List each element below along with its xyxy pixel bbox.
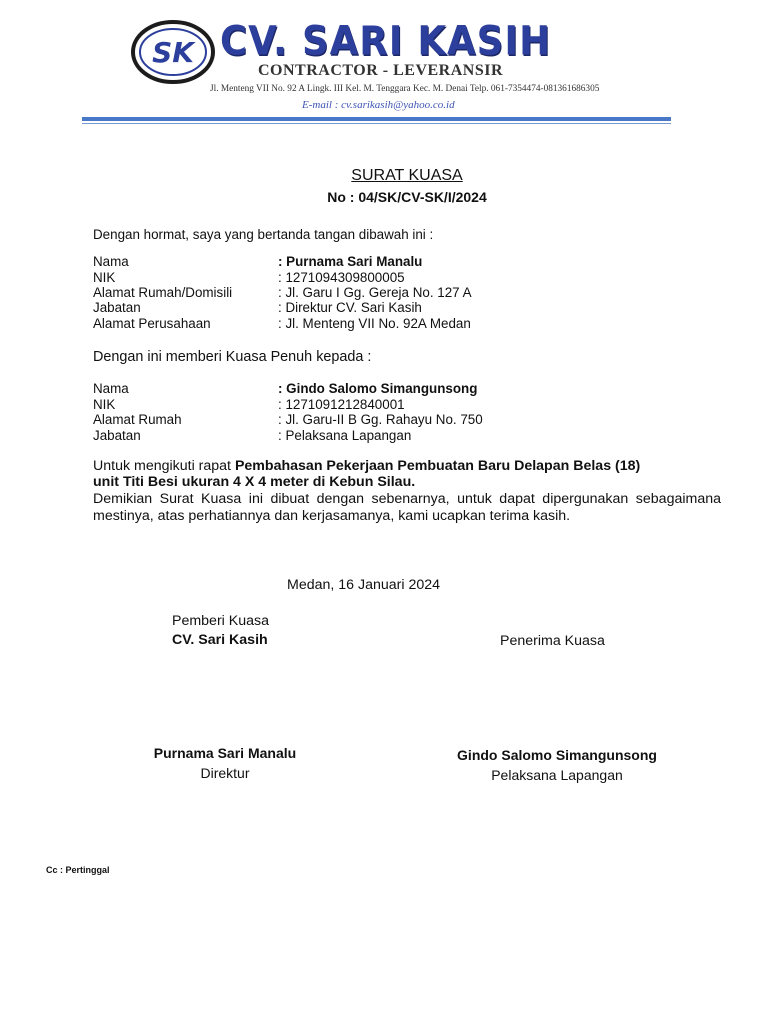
header-divider-thin (82, 123, 671, 124)
company-address: Jl. Menteng VII No. 92 A Lingk. III Kel. M. Tenggara Kec. M. Denai Telp. 061-7354474-081361686305 (210, 84, 600, 94)
purpose-bold-line2: unit Titi Besi ukuran 4 X 4 meter di Kebun Silau. (93, 474, 416, 490)
grantee-signature-title: Pelaksana Lapangan (491, 767, 623, 783)
grantor-label-nik: NIK (93, 270, 116, 285)
purpose-prefix: Untuk mengikuti rapat (93, 458, 235, 474)
grantor-value-name: : Purnama Sari Manalu (278, 254, 423, 269)
grantor-value-nik: : 1271094309800005 (278, 270, 405, 285)
grantee-value-position: : Pelaksana Lapangan (278, 428, 412, 443)
logo-text: SK (152, 36, 194, 69)
header-divider (82, 117, 671, 121)
grantee-label-nik: NIK (93, 397, 116, 412)
grantor-label-name: Nama (93, 254, 129, 269)
grantor-signature-name: Purnama Sari Manalu (153, 745, 297, 761)
grantor-value-company-address: : Jl. Menteng VII No. 92A Medan (278, 316, 471, 331)
grantee-value-address: : Jl. Garu-II B Gg. Rahayu No. 750 (278, 412, 483, 427)
grantor-role: Pemberi Kuasa (172, 613, 269, 629)
grantee-signature-name: Gindo Salomo Simangunsong (457, 747, 657, 763)
grantor-label-company-address: Alamat Perusahaan (93, 316, 211, 331)
grantee-label-position: Jabatan (93, 428, 141, 443)
place-date: Medan, 16 Januari 2024 (287, 577, 441, 593)
company-logo (131, 19, 215, 85)
company-name: CV. SARI KASIH (220, 18, 552, 65)
grantor-label-position: Jabatan (93, 300, 141, 315)
closing-paragraph: Demikian Surat Kuasa ini dibuat dengan sebenarnya, untuk dapat dipergunakan sebagaimana mestinya, atas perhatiannya dan kerjasamanya, kami ucapkan terima kasih. (93, 491, 721, 524)
company-email: E-mail : cv.sarikasih@yahoo.co.id (302, 99, 455, 111)
company-tagline: CONTRACTOR - LEVERANSIR (258, 62, 504, 79)
grantor-signature-title: Direktur (200, 765, 250, 781)
intro-text: Dengan hormat, saya yang bertanda tangan dibawah ini : (93, 227, 434, 242)
transfer-intro-text: Dengan ini memberi Kuasa Penuh kepada : (93, 349, 372, 365)
document-title: SURAT KUASA (351, 167, 463, 184)
purpose-bold-line1: Pembahasan Pekerjaan Pembuatan Baru Delapan Belas (18) (234, 458, 641, 474)
grantor-value-address: : Jl. Garu I Gg. Gereja No. 127 A (278, 285, 472, 300)
grantor-label-address: Alamat Rumah/Domisili (93, 285, 233, 300)
letterhead (0, 0, 768, 130)
document-number: No : 04/SK/CV-SK/I/2024 (327, 189, 487, 205)
cc-note: Cc : Pertinggal (46, 865, 110, 875)
grantee-value-name: : Gindo Salomo Simangunsong (278, 381, 478, 396)
grantee-label-name: Nama (93, 381, 129, 396)
purpose-paragraph (93, 458, 721, 490)
grantee-role: Penerima Kuasa (500, 633, 605, 649)
grantee-value-nik: : 1271091212840001 (278, 397, 405, 412)
grantor-value-position: : Direktur CV. Sari Kasih (278, 300, 422, 315)
grantee-label-address: Alamat Rumah (93, 412, 182, 427)
grantor-company: CV. Sari Kasih (172, 632, 268, 648)
